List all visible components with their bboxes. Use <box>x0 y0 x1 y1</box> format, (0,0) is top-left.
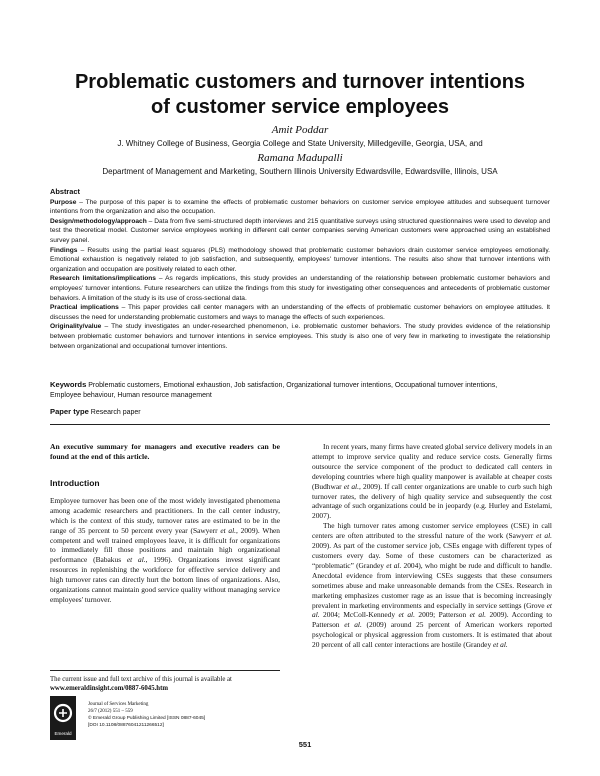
abstract-label: Originality/value <box>50 323 102 331</box>
body-paragraph: In recent years, many firms have created global service delivery models in an attempt to improve service quality and reduce service costs. Generally firms outsource the service component of the product to dedicated call centers in developing countries where high quality manpower is available at cheaper costs (Budhwar et al., 2009). If call center organizations are unable to curb such high turnover rates, the delivery of high quality service and subsequently the cost advantage of such organizations could be in jeopardy (e.g. Hurley and Estelami, 2007). <box>312 442 553 521</box>
body-paragraph: Employee turnover has been one of the most widely investigated phenomena among academic researchers and practitioners. In the call center industry, which is the context of this study, turnover rates are estimated to be in the range of 35 percent to 50 percent every year (Sawyerr et al., 2009). When competent and well trained employees leave, it is difficult for organizations to immediately fill those positions and maintain high organizational performance (Babakus et al., 1996). Organizations invest significant resources in replenishing the workforce for effective service delivery and high turnover rates can directly hurt the bottom lines of organizations. Also, organizations cannot maintain good service quality without managing service employees' turnover. <box>50 495 281 604</box>
abstract-text: – As regards implications, this study provides an understanding of the relationship between problematic customer behaviors and employees' turnover intentions. Future researchers can utilize the findings from this study for investigating other consequences and antecedents of problematic customer behaviors. A limitation of the study is its use of cross-sectional data. <box>50 275 550 302</box>
author-name: Amit Poddar <box>271 124 329 136</box>
paper-type <box>50 407 550 418</box>
page-number: 551 <box>298 740 312 749</box>
left-column <box>50 442 280 605</box>
journal-footnote <box>50 675 280 693</box>
abstract-text: – Data from five semi-structured depth interviews and 215 quantitative surveys using structured questionnaires were used to develop and test the theoretical model. Customer service employees working in different call center companies serving American customers were approached using an established survey panel. <box>50 217 550 244</box>
journal-url-link[interactable]: www.emeraldinsight.com/0887-6045.htm <box>50 685 168 692</box>
journal-volume: 26/7 (2012) 551 – 559 <box>88 709 133 714</box>
abstract-practical <box>50 303 550 322</box>
section-divider <box>50 424 550 425</box>
paper-type-label: Paper type <box>50 407 89 416</box>
abstract-originality <box>50 322 550 351</box>
journal-doi: [DOI 10.1108/08876041211266512] <box>88 723 164 728</box>
abstract-text: – This paper provides call center managers with an understanding of the effects of problematic customer behaviors on employee attitudes. It discusses the need for understanding problematic customers and ways to manage the effects of such experiences. <box>50 304 550 321</box>
abstract-label: Practical implications <box>50 304 119 312</box>
emerald-logo <box>50 696 76 740</box>
abstract-label: Findings <box>50 246 78 254</box>
paper-type-value: Research paper <box>90 409 141 416</box>
executive-summary-note: An executive summary for managers and executive readers can be found at the end of this article. <box>50 442 280 461</box>
abstract-heading: Abstract <box>50 187 80 196</box>
title-line-2: of customer service employees <box>151 96 449 118</box>
abstract-label: Design/methodology/approach <box>50 217 147 225</box>
keywords-line-2: Employee behaviour, Human resource management <box>50 392 212 399</box>
keywords-line-1: Problematic customers, Emotional exhaustion, Job satisfaction, Organizational turnover intentions, Occupational turnover intentions, <box>88 382 498 389</box>
author-affiliation: J. Whitney College of Business, Georgia College and State University, Milledgeville, Georgia, USA, and <box>117 139 483 148</box>
author-affiliation: Department of Management and Marketing, Southern Illinois University Edwardsville, Edwardsville, Illinois, USA <box>102 167 498 176</box>
abstract-limitations <box>50 274 550 303</box>
keywords <box>50 380 550 401</box>
publication-info <box>88 701 288 729</box>
abstract-text: – Results using the partial least squares (PLS) methodology showed that problematic customer behaviors drain customer service employees emotionally. Emotional exhaustion is negatively related to job satisfaction, and subsequently, employees' turnover intentions. The results also show that turnover intentions with organization and occupation are positively related to each other. <box>50 246 550 273</box>
abstract-text: – The purpose of this paper is to examine the effects of problematic customer behaviors on customer service employee attitudes and subsequent turnover intentions from the organization and also the occupation. <box>50 198 550 216</box>
section-heading-introduction: Introduction <box>50 478 100 488</box>
abstract-purpose <box>50 198 550 217</box>
abstract-label: Research limitations/implications <box>50 275 156 283</box>
right-column <box>312 442 552 650</box>
abstract-design <box>50 217 550 246</box>
body-paragraph: The high turnover rates among customer service employees (CSE) in call centers are often attributed to the stressful nature of the work (Sawyerr et al. 2009). As part of the customer service job, CSEs engage with different types of customers every day. Some of these customers can be characterized as “problematic” (Grandey et al. 2004), who might be rude and difficult to handle. Anecdotal evidence from interviewing CSEs suggests that these consumers sometimes abuse and make unreasonable demands from the CSEs. Research in marketing emphasizes customer rage as an issue that is becoming increasingly prevalent in marketing environments and especially in service settings (Grove et al. 2004; McColl-Kennedy et al. 2009; Patterson et al. 2009). According to Patterson et al. (2009) around 25 percent of American workers reported psychological or physical aggression from customers. It is estimated that about 20 percent of all call center interactions are hostile (Grandey et al. <box>312 521 552 650</box>
title-line-1: Problematic customers and turnover intentions <box>74 71 526 93</box>
journal-name: Journal of Services Marketing <box>88 702 149 707</box>
footnote-divider <box>50 670 280 671</box>
abstract-label: Purpose <box>50 198 77 206</box>
footnote-text: The current issue and full text archive of this journal is available at <box>50 676 232 683</box>
article-title <box>40 70 560 120</box>
abstract <box>50 187 550 351</box>
author-name: Ramana Madupalli <box>257 152 343 164</box>
logo-wordmark: Emerald <box>54 731 72 736</box>
abstract-findings <box>50 246 550 275</box>
keywords-label: Keywords <box>50 380 87 389</box>
abstract-text: – The study investigates an under-researched phenomenon, i.e. problematic customer behaviors. The study provides evidence of the relationship between problematic customer behaviors and turnover intentions in service employees. This study is also one of very few in marketing to investigate the relationship between organizational and occupational turnover intentions. <box>50 323 550 350</box>
journal-copyright: © Emerald Group Publishing Limited [ISSN 0887-6045] <box>88 716 206 721</box>
